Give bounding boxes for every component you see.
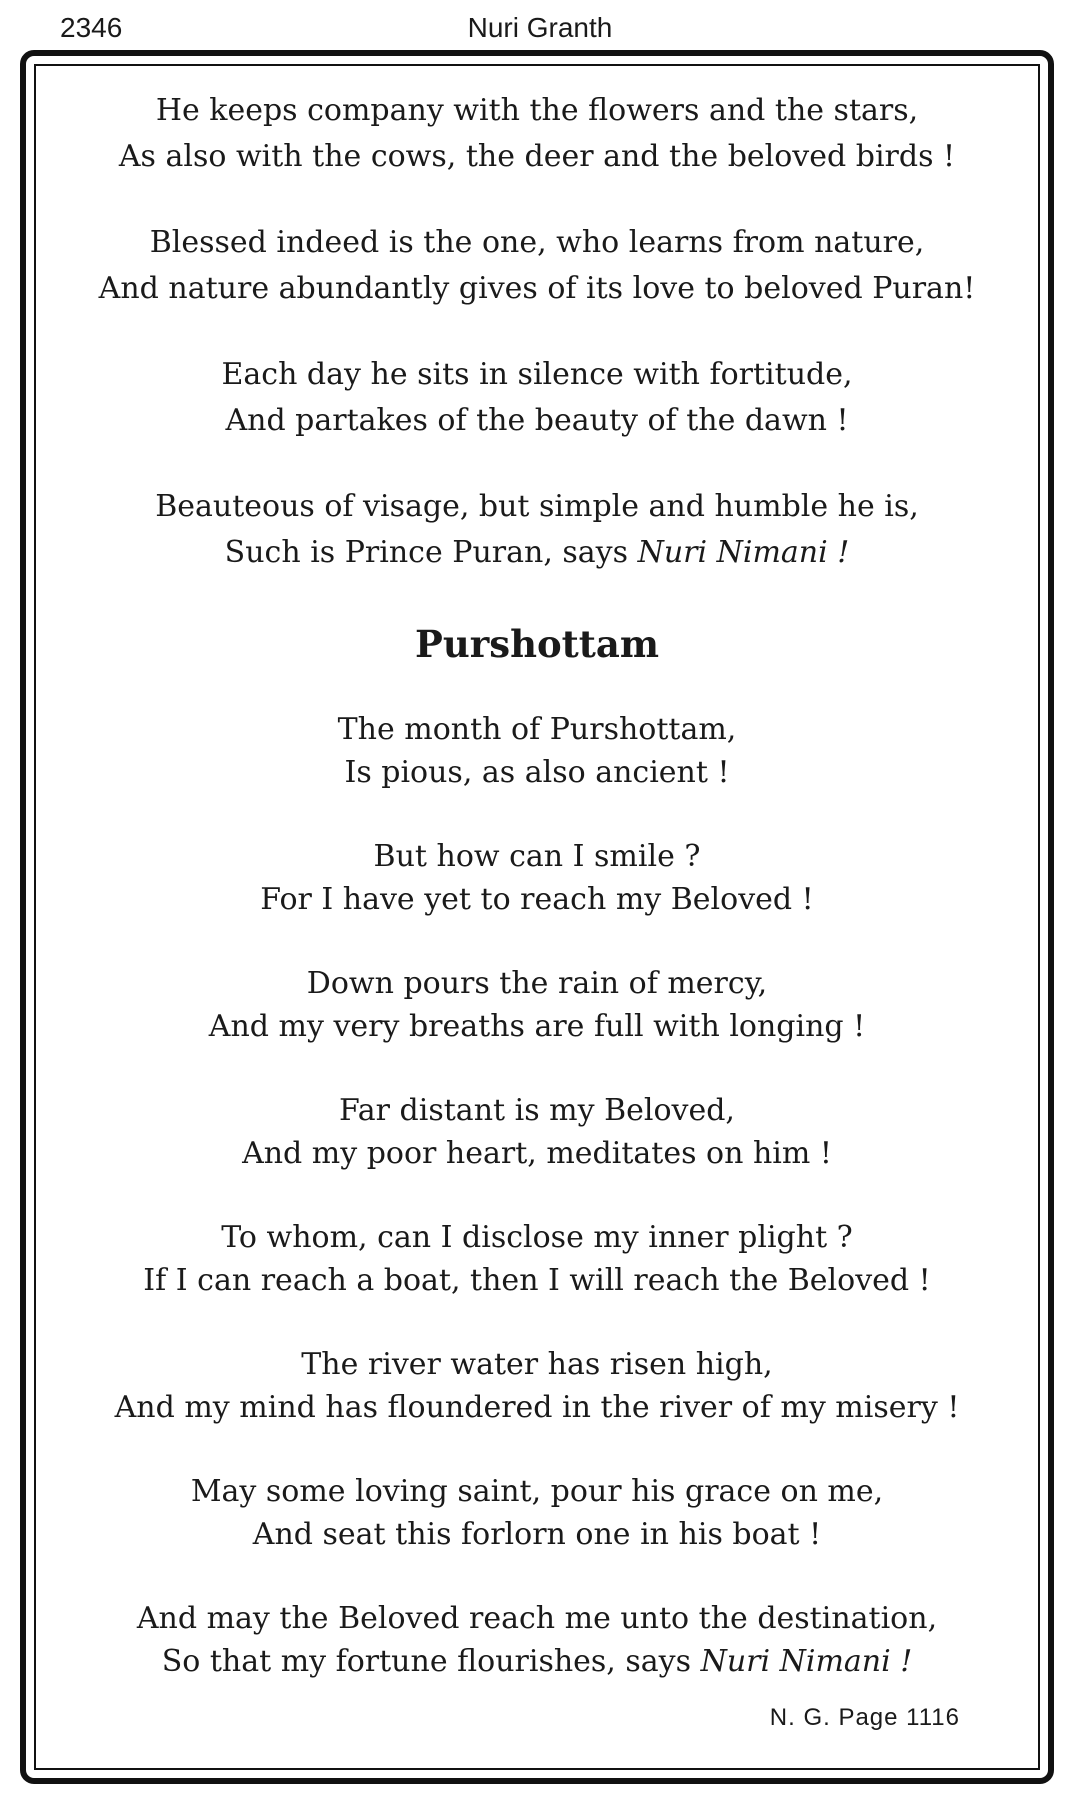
verse-line: But how can I smile ? (373, 839, 701, 874)
verse-text: Such is Prince Puran, says (224, 535, 629, 570)
verse-line: Each day he sits in silence with fortitude, (221, 357, 853, 392)
stanza (34, 962, 1040, 1048)
verse-line-with-signature (34, 530, 1040, 576)
page-number: 2346 (60, 12, 123, 43)
stanza (34, 708, 1040, 794)
verse-line: He keeps company with the flowers and the stars, (155, 93, 919, 128)
stanza (34, 835, 1040, 921)
stanza (34, 1216, 1040, 1302)
stanza (34, 1470, 1040, 1556)
author-signature: Nuri Nimani ! (637, 535, 850, 570)
verse-line: Beauteous of visage, but simple and humble he is, (155, 489, 919, 524)
stanza (34, 1597, 1040, 1683)
page-header (0, 8, 1080, 48)
verse-line: If I can reach a boat, then I will reach the Beloved ! (143, 1263, 931, 1298)
verse-line: And my poor heart, meditates on him ! (242, 1136, 832, 1171)
verse-line: May some loving saint, pour his grace on me, (190, 1474, 884, 1509)
stanza (34, 220, 1040, 312)
verse-line: To whom, can I disclose my inner plight ? (221, 1220, 853, 1255)
verse-line: And nature abundantly gives of its love to beloved Puran! (98, 271, 976, 306)
stanza (34, 1343, 1040, 1429)
stanza (34, 352, 1040, 444)
verse-line: And my mind has floundered in the river of my misery ! (114, 1390, 960, 1425)
verse-line: Blessed indeed is the one, who learns from nature, (149, 225, 925, 260)
stanza (34, 484, 1040, 576)
poem-title: Purshottam (415, 622, 659, 666)
verse-line: Is pious, as also ancient ! (344, 755, 730, 790)
page-reference: N. G. Page 1116 (769, 1704, 960, 1731)
verse-text: So that my fortune flourishes, says (161, 1644, 692, 1679)
verse-line: Far distant is my Beloved, (339, 1093, 735, 1128)
verse-line: For I have yet to reach my Beloved ! (260, 882, 814, 917)
author-signature: Nuri Nimani ! (700, 1644, 913, 1679)
verse-line-with-signature (34, 1640, 1040, 1683)
verse-line: And partakes of the beauty of the dawn ! (225, 403, 849, 438)
verse-line: As also with the cows, the deer and the beloved birds ! (118, 139, 956, 174)
page-content (34, 64, 1040, 1770)
verse-line: The river water has risen high, (301, 1347, 773, 1382)
running-title: Nuri Granth (467, 12, 613, 43)
verse-line: And my very breaths are full with longing ! (208, 1009, 866, 1044)
verse-line: The month of Purshottam, (337, 712, 737, 747)
verse-line: And may the Beloved reach me unto the destination, (136, 1601, 938, 1636)
verse-line: And seat this forlorn one in his boat ! (252, 1517, 822, 1552)
verse-line: Down pours the rain of mercy, (306, 966, 768, 1001)
stanza (34, 1089, 1040, 1175)
stanza (34, 88, 1040, 180)
